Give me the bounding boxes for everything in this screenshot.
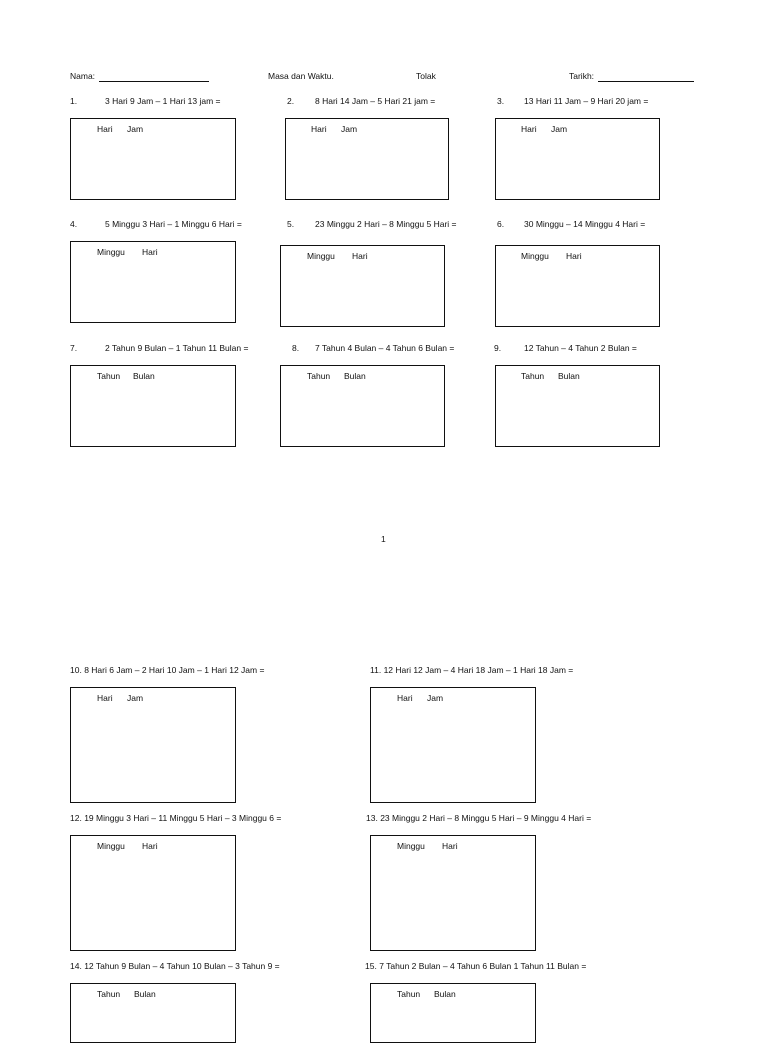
tarikh-field[interactable] bbox=[598, 72, 694, 82]
answer-box-9-unit-1: Tahun bbox=[521, 371, 545, 381]
answer-box-11[interactable] bbox=[370, 687, 536, 803]
answer-box-2-unit-1: Hari bbox=[311, 124, 327, 134]
question-5-text: 23 Minggu 2 Hari – 8 Minggu 5 Hari = bbox=[315, 219, 457, 229]
question-13-row bbox=[366, 813, 591, 824]
answer-box-10-unit-1: Hari bbox=[97, 693, 113, 703]
answer-box-3-unit-2: Jam bbox=[551, 124, 568, 134]
answer-box-7-unit-1: Tahun bbox=[97, 371, 121, 381]
question-2-number: 2. bbox=[287, 96, 295, 106]
answer-box-6-unit-2: Hari bbox=[566, 251, 582, 261]
question-11-row bbox=[370, 665, 573, 676]
answer-box-15-unit-1: Tahun bbox=[397, 989, 421, 999]
question-11-text: 12 Hari 12 Jam – 4 Hari 18 Jam – 1 Hari 18 Jam = bbox=[383, 665, 574, 675]
question-14-row bbox=[70, 961, 280, 972]
question-8-number: 8. bbox=[292, 343, 300, 353]
question-5-number: 5. bbox=[287, 219, 295, 229]
answer-box-13-unit-1: Minggu bbox=[397, 841, 425, 851]
answer-box-5-unit-2: Hari bbox=[352, 251, 368, 261]
operation-title: Tolak bbox=[416, 71, 436, 81]
question-6-number: 6. bbox=[497, 219, 505, 229]
question-3-number: 3. bbox=[497, 96, 505, 106]
answer-box-11-unit-2: Jam bbox=[427, 693, 444, 703]
answer-box-10-unit-2: Jam bbox=[127, 693, 144, 703]
question-13-number: 13. bbox=[366, 813, 378, 823]
page-number: 1 bbox=[381, 534, 386, 544]
question-11-number: 11. bbox=[370, 665, 382, 675]
question-12-row bbox=[70, 813, 281, 824]
question-15-row bbox=[365, 961, 586, 972]
subject-title: Masa dan Waktu. bbox=[268, 71, 334, 81]
answer-box-7-unit-2: Bulan bbox=[133, 371, 155, 381]
answer-box-13-unit-2: Hari bbox=[442, 841, 458, 851]
question-7-text: 2 Tahun 9 Bulan – 1 Tahun 11 Bulan = bbox=[105, 343, 249, 353]
answer-box-2[interactable] bbox=[285, 118, 449, 200]
answer-box-15-unit-2: Bulan bbox=[434, 989, 456, 999]
answer-box-12[interactable] bbox=[70, 835, 236, 951]
answer-box-13[interactable] bbox=[370, 835, 536, 951]
question-9-number: 9. bbox=[494, 343, 502, 353]
question-10-number: 10. bbox=[70, 665, 82, 675]
question-1-number: 1. bbox=[70, 96, 78, 106]
answer-box-12-unit-2: Hari bbox=[142, 841, 158, 851]
answer-box-2-unit-2: Jam bbox=[341, 124, 358, 134]
answer-box-14-unit-2: Bulan bbox=[134, 989, 156, 999]
answer-box-9-unit-2: Bulan bbox=[558, 371, 580, 381]
question-12-text: 19 Minggu 3 Hari – 11 Minggu 5 Hari – 3 Minggu 6 = bbox=[84, 813, 282, 823]
answer-box-4-unit-1: Minggu bbox=[97, 247, 125, 257]
answer-box-14-unit-1: Tahun bbox=[97, 989, 121, 999]
question-10-text: 8 Hari 6 Jam – 2 Hari 10 Jam – 1 Hari 12 Jam = bbox=[84, 665, 265, 675]
answer-box-1-unit-1: Hari bbox=[97, 124, 113, 134]
answer-box-3[interactable] bbox=[495, 118, 660, 200]
question-13-text: 23 Minggu 2 Hari – 8 Minggu 5 Hari – 9 Minggu 4 Hari = bbox=[380, 813, 592, 823]
question-15-text: 7 Tahun 2 Bulan – 4 Tahun 6 Bulan 1 Tahun 11 Bulan = bbox=[379, 961, 587, 971]
question-7-number: 7. bbox=[70, 343, 78, 353]
tarikh-label: Tarikh: bbox=[569, 71, 595, 81]
question-2-text: 8 Hari 14 Jam – 5 Hari 21 jam = bbox=[315, 96, 436, 106]
answer-box-12-unit-1: Minggu bbox=[97, 841, 125, 851]
answer-box-8-unit-1: Tahun bbox=[307, 371, 331, 381]
question-3-text: 13 Hari 11 Jam – 9 Hari 20 jam = bbox=[524, 96, 649, 106]
question-14-number: 14. bbox=[70, 961, 82, 971]
question-15-number: 15. bbox=[365, 961, 377, 971]
question-1-text: 3 Hari 9 Jam – 1 Hari 13 jam = bbox=[105, 96, 221, 106]
answer-box-4-unit-2: Hari bbox=[142, 247, 158, 257]
question-6-text: 30 Minggu – 14 Minggu 4 Hari = bbox=[524, 219, 646, 229]
answer-box-1-unit-2: Jam bbox=[127, 124, 144, 134]
answer-box-11-unit-1: Hari bbox=[397, 693, 413, 703]
question-4-text: 5 Minggu 3 Hari – 1 Minggu 6 Hari = bbox=[105, 219, 242, 229]
nama-label: Nama: bbox=[70, 71, 96, 81]
question-9-text: 12 Tahun – 4 Tahun 2 Bulan = bbox=[524, 343, 637, 353]
question-10-row bbox=[70, 665, 264, 676]
question-14-text: 12 Tahun 9 Bulan – 4 Tahun 10 Bulan – 3 Tahun 9 = bbox=[84, 961, 280, 971]
answer-box-1[interactable] bbox=[70, 118, 236, 200]
answer-box-5-unit-1: Minggu bbox=[307, 251, 335, 261]
answer-box-6-unit-1: Minggu bbox=[521, 251, 549, 261]
answer-box-8-unit-2: Bulan bbox=[344, 371, 366, 381]
question-12-number: 12. bbox=[70, 813, 82, 823]
answer-box-3-unit-1: Hari bbox=[521, 124, 537, 134]
question-8-text: 7 Tahun 4 Bulan – 4 Tahun 6 Bulan = bbox=[315, 343, 455, 353]
answer-box-10[interactable] bbox=[70, 687, 236, 803]
nama-label-row bbox=[70, 71, 209, 82]
question-4-number: 4. bbox=[70, 219, 78, 229]
nama-field[interactable] bbox=[99, 72, 209, 82]
tarikh-label-row bbox=[569, 71, 694, 82]
